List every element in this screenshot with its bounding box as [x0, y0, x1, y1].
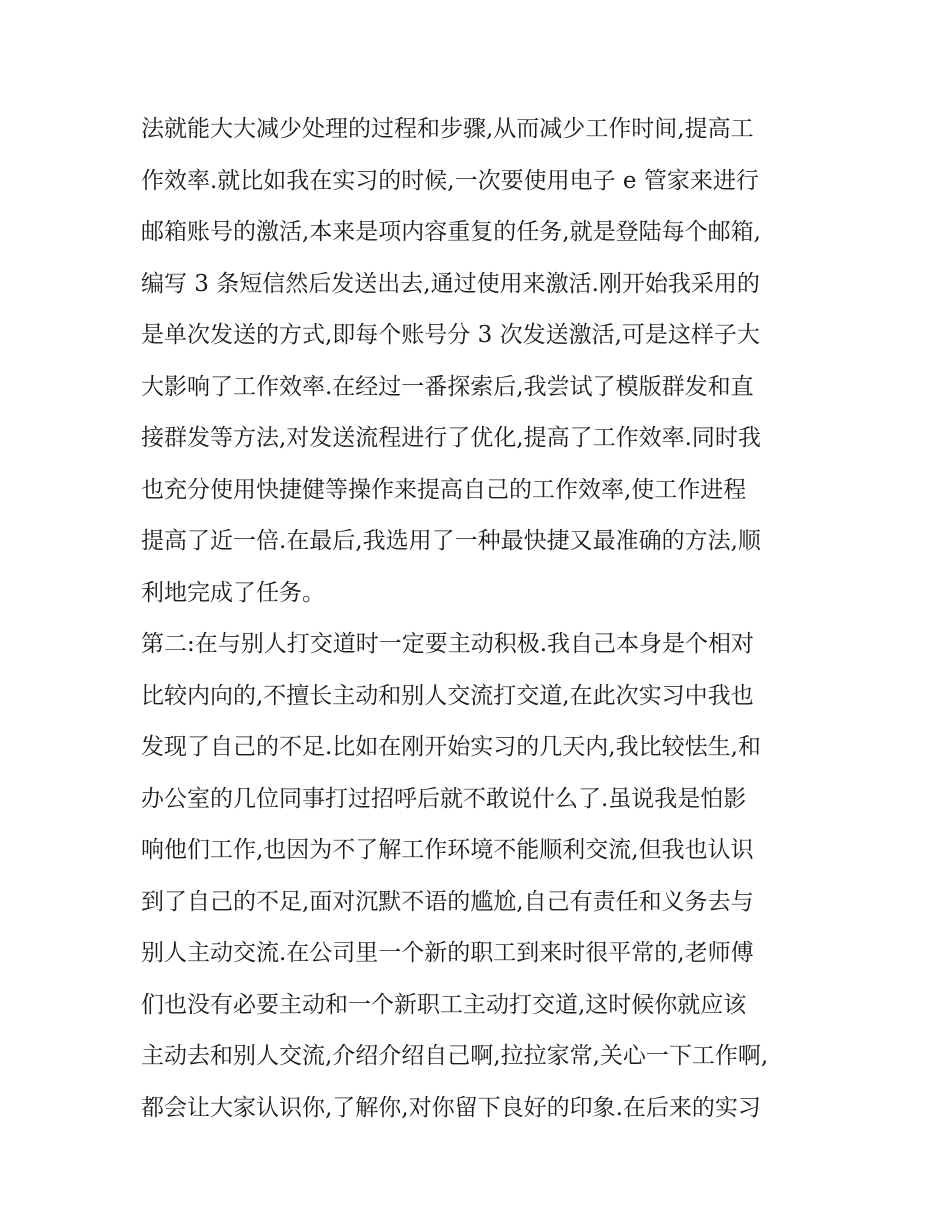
text-line: 发现了自己的不足.比如在刚开始实习的几天内,我比较怯生,和	[141, 734, 761, 760]
text-line: 们也没有必要主动和一个新职工主动打交道,这时候你就应该	[141, 991, 747, 1018]
text-line: 法就能大大减少处理的过程和步骤,从而减少工作时间,提高工	[141, 116, 754, 142]
text-line: 都会让大家认识你,了解你,对你留下良好的印象.在后来的实习	[141, 1094, 761, 1121]
body-text	[141, 104, 821, 1134]
text-line: 到了自己的不足,面对沉默不语的尴尬,自己有责任和义务去与	[141, 888, 754, 915]
text-line: 接群发等方法,对发送流程进行了优化,提高了工作效率.同时我	[141, 425, 761, 451]
text-line: 第二:在与别人打交道时一定要主动积极.我自己本身是个相对	[141, 631, 755, 657]
text-line: 是单次发送的方式,即每个账号分 3 次发送激活,可是这样子大	[141, 322, 760, 348]
text-line: 作效率.就比如我在实习的时候,一次要使用电子 e 管家来进行	[141, 167, 759, 194]
text-line: 主动去和别人交流,介绍介绍自己啊,拉拉家常,关心一下工作啊,	[141, 1043, 769, 1069]
text-line: 利地完成了任务。	[141, 579, 325, 606]
text-line: 大影响了工作效率.在经过一番探索后,我尝试了模版群发和直	[141, 373, 754, 400]
text-line: 办公室的几位同事打过招呼后就不敢说什么了.虽说我是怕影	[141, 785, 747, 812]
text-line: 也充分使用快捷健等操作来提高自己的工作效率,使工作进程	[141, 476, 747, 503]
text-line: 编写 3 条短信然后发送出去,通过使用来激活.刚开始我采用的	[141, 270, 760, 297]
text-line: 提高了近一倍.在最后,我选用了一种最快捷又最准确的方法,顺	[141, 528, 761, 554]
text-line: 比较内向的,不擅长主动和别人交流打交道,在此次实习中我也	[141, 682, 754, 709]
text-line: 别人主动交流.在公司里一个新的职工到来时很平常的,老师傅	[141, 940, 754, 966]
text-line: 邮箱账号的激活,本来是项内容重复的任务,就是登陆每个邮箱,	[141, 219, 761, 245]
text-line: 响他们工作,也因为不了解工作环境不能顺利交流,但我也认识	[141, 837, 754, 863]
